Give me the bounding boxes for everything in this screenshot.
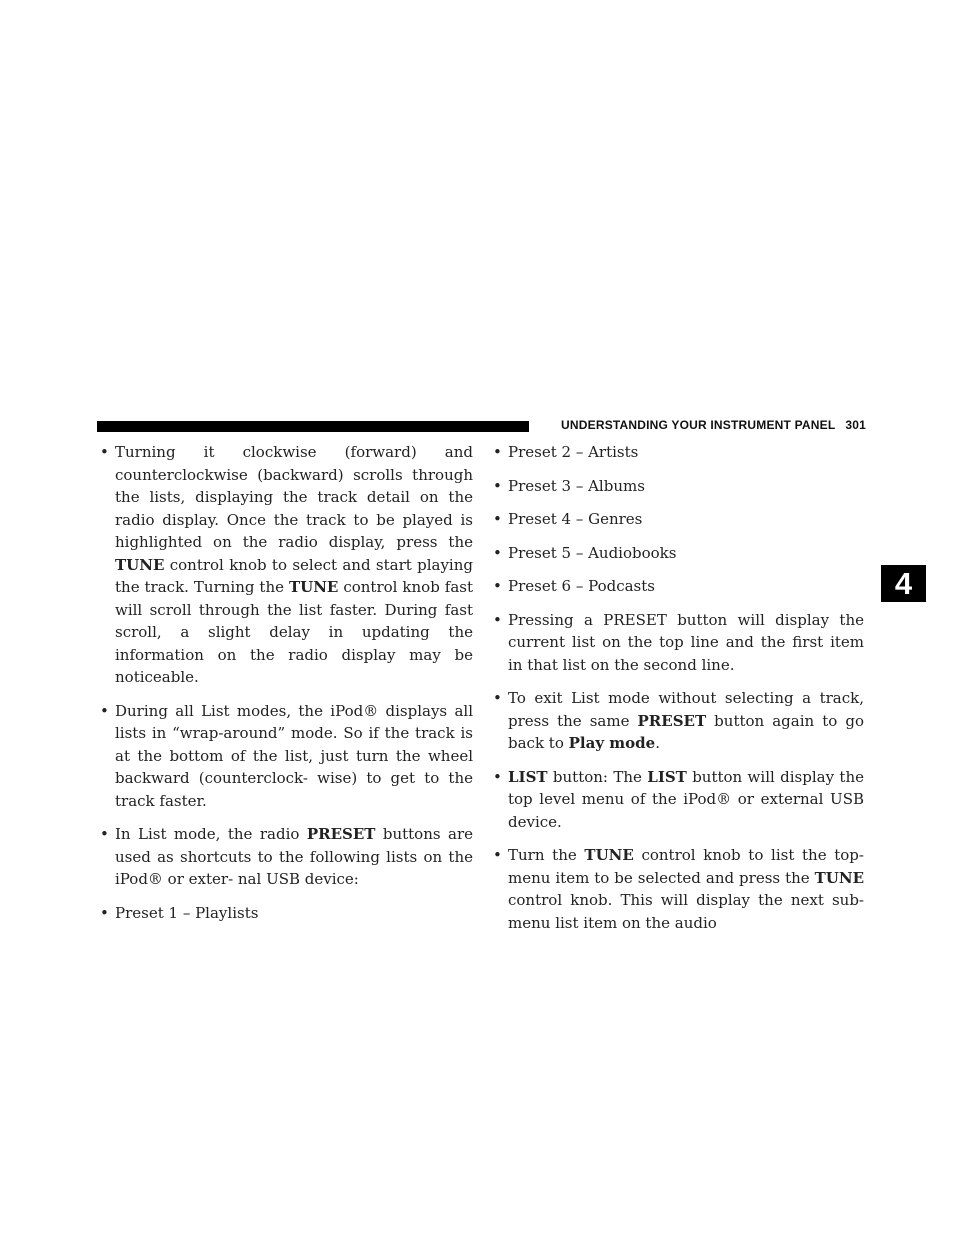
- bullet-icon: •: [493, 767, 502, 786]
- list-label: LIST: [647, 767, 687, 786]
- play-mode-label: Play mode: [568, 734, 656, 752]
- list-item: • Preset 1 – Playlists: [97, 902, 473, 925]
- list-item: • During all List modes, the iPod® displays all lists in “wrap-around” mode. So if the track is at the bottom of the list, just turn the wheel backward (counterclock- wise) to get to the track faster.: [100, 701, 473, 810]
- bullet-icon: •: [100, 701, 109, 720]
- bullet-icon: •: [493, 476, 502, 495]
- bullet-icon: •: [100, 825, 109, 843]
- tune-label: TUNE: [115, 555, 165, 574]
- bullet-list: [97, 441, 473, 924]
- tune-label: TUNE: [584, 846, 634, 864]
- preset-label: PRESET: [306, 825, 376, 843]
- list-label: LIST: [508, 767, 548, 786]
- bullet-icon: •: [493, 689, 502, 707]
- list-item: • Preset 5 – Audiobooks: [490, 542, 864, 565]
- left-column: [97, 441, 473, 935]
- bullet-icon: •: [493, 610, 502, 629]
- chapter-tab: 4: [881, 565, 926, 602]
- list-item: • Preset 2 – Artists: [490, 441, 864, 464]
- bullet-icon: •: [493, 543, 502, 562]
- list-item: • Preset 6 – Podcasts: [490, 575, 864, 598]
- bullet-icon: •: [100, 443, 109, 461]
- list-item: • To exit List mode without selecting a track, press the same PRESET button again to go back to Play mode.: [493, 689, 864, 752]
- bullet-icon: •: [493, 443, 502, 461]
- list-item: • Preset 3 – Albums: [490, 475, 864, 498]
- bullet-list: [490, 441, 864, 934]
- list-item: • In List mode, the radio PRESET buttons are used as shortcuts to the following lists on the iPod® or exter- nal USB device:: [100, 825, 473, 888]
- bullet-icon: •: [493, 846, 502, 864]
- bullet-icon: •: [493, 510, 502, 528]
- page-number: 301: [845, 418, 866, 432]
- header-title: UNDERSTANDING YOUR INSTRUMENT PANEL: [561, 418, 836, 432]
- list-item: • Pressing a PRESET button will display the current list on the top line and the first item in that list on the second line.: [493, 610, 864, 674]
- header-rule: [97, 421, 529, 432]
- preset-label: PRESET: [637, 711, 707, 730]
- tune-label: TUNE: [814, 868, 864, 887]
- list-item: • Turning it clockwise (forward) and counterclockwise (backward) scrolls through the lists, displaying the track detail on the radio display. Once the track to be played is highlighted on the radio display, press the TUNE control knob to select and start playing the track. Turning the TUNE control knob fast will scroll through the list faster. During fast scroll, a slight delay in updating the information on the radio display may be noticeable.: [100, 443, 473, 686]
- tune-label: TUNE: [288, 578, 339, 596]
- bullet-icon: •: [100, 903, 109, 922]
- list-item: • LIST button: The LIST button will display the top level menu of the iPod® or external USB device.: [493, 767, 864, 831]
- list-item: • Turn the TUNE control knob to list the top-menu item to be selected and press the TUNE control knob. This will display the next sub-menu list item on the audio: [493, 846, 864, 932]
- bullet-icon: •: [493, 577, 502, 595]
- right-column: [490, 441, 864, 945]
- running-header: [536, 418, 866, 432]
- list-item: • Preset 4 – Genres: [490, 508, 864, 531]
